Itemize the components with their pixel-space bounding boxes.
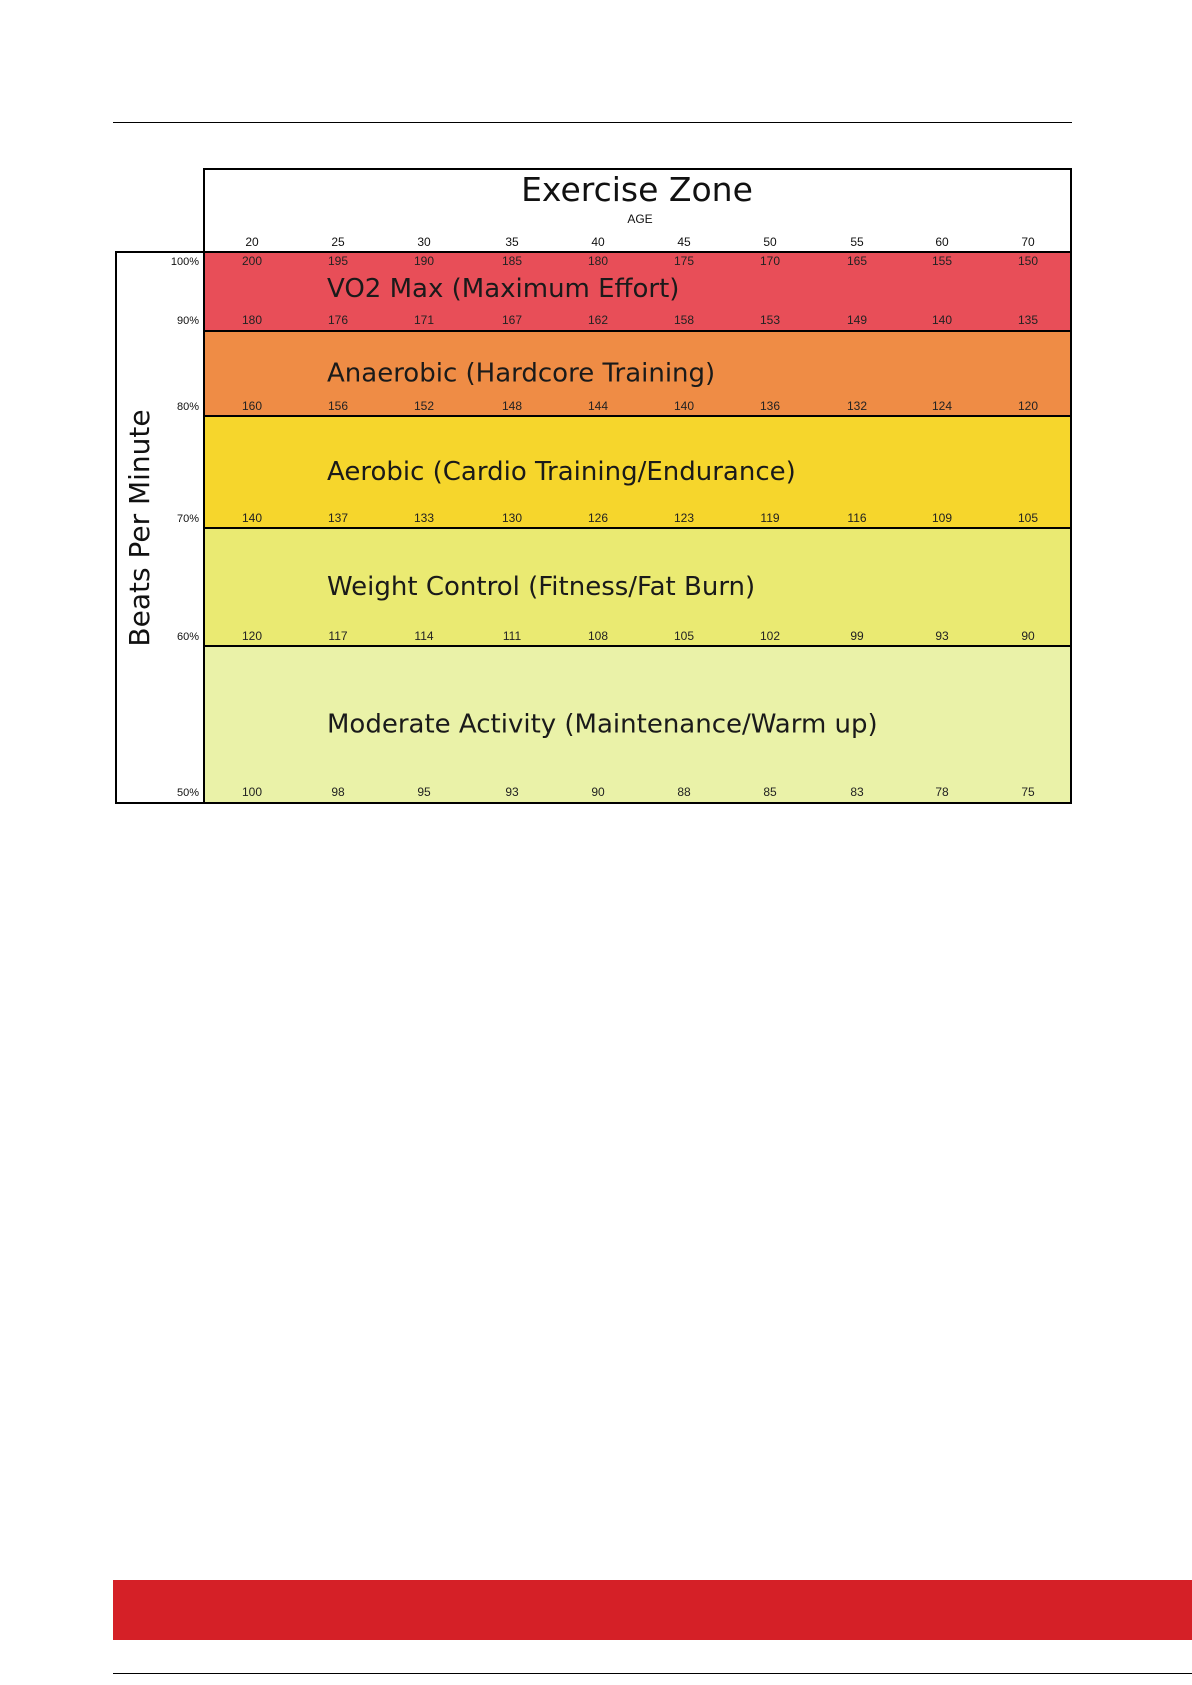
age-tick: 45 <box>677 235 691 249</box>
age-tick: 55 <box>850 235 864 249</box>
bpm-value: 167 <box>501 313 523 327</box>
bpm-value: 155 <box>931 254 953 268</box>
zone-label: Anaerobic (Hardcore Training) <box>327 358 716 389</box>
bpm-value: 162 <box>587 313 609 327</box>
bpm-value: 109 <box>931 511 953 525</box>
bpm-value: 124 <box>931 399 953 413</box>
bpm-value: 156 <box>327 399 349 413</box>
age-tick: 60 <box>935 235 949 249</box>
bpm-value: 140 <box>673 399 695 413</box>
zone-bands <box>204 252 1071 803</box>
bpm-value: 105 <box>1017 511 1039 525</box>
bpm-value: 175 <box>673 254 695 268</box>
bpm-value: 95 <box>417 785 431 799</box>
x-axis-label: AGE <box>627 212 653 226</box>
bpm-value: 170 <box>759 254 781 268</box>
exercise-zone-chart <box>0 0 1192 830</box>
bpm-value: 83 <box>850 785 864 799</box>
age-tick: 50 <box>763 235 777 249</box>
bpm-value: 78 <box>935 785 949 799</box>
percent-tick: 90% <box>176 315 199 327</box>
y-axis-label: Beats Per Minute <box>123 409 156 647</box>
bpm-value: 116 <box>847 511 867 525</box>
bpm-value: 160 <box>241 399 263 413</box>
bpm-value: 120 <box>1017 399 1039 413</box>
bpm-value: 176 <box>327 313 349 327</box>
bpm-value: 119 <box>760 511 780 525</box>
bpm-value: 102 <box>759 629 781 643</box>
bpm-value: 90 <box>591 785 605 799</box>
age-tick: 30 <box>417 235 431 249</box>
bpm-value: 111 <box>502 629 522 643</box>
bpm-value: 153 <box>759 313 781 327</box>
bottom-rule <box>113 1673 1192 1674</box>
bpm-value: 148 <box>501 399 523 413</box>
bpm-value: 149 <box>846 313 868 327</box>
bpm-value: 123 <box>673 511 695 525</box>
bpm-value: 135 <box>1017 313 1039 327</box>
bpm-value: 120 <box>241 629 263 643</box>
bpm-value: 180 <box>587 254 609 268</box>
zone-label: VO2 Max (Maximum Effort) <box>327 274 680 304</box>
bpm-value: 137 <box>327 511 349 525</box>
age-tick: 25 <box>331 235 345 249</box>
chart-title: Exercise Zone <box>521 170 753 209</box>
bpm-value: 171 <box>413 313 435 327</box>
percent-tick: 70% <box>176 513 199 525</box>
zone-label: Moderate Activity (Maintenance/Warm up) <box>327 709 878 740</box>
percent-tick: 50% <box>176 787 199 799</box>
age-tick: 40 <box>591 235 605 249</box>
bpm-value: 200 <box>241 254 263 268</box>
percent-tick: 100% <box>170 256 199 268</box>
bpm-value: 90 <box>1021 629 1035 643</box>
bpm-value: 98 <box>331 785 345 799</box>
bpm-value: 180 <box>241 313 263 327</box>
bpm-value: 132 <box>846 399 868 413</box>
bpm-value: 93 <box>505 785 519 799</box>
percent-tick: 60% <box>176 631 199 643</box>
bpm-value: 99 <box>850 629 864 643</box>
age-tick: 20 <box>245 235 259 249</box>
bpm-value: 152 <box>413 399 435 413</box>
bpm-value: 144 <box>587 399 609 413</box>
bpm-value: 195 <box>327 254 349 268</box>
percent-tick: 80% <box>176 401 199 413</box>
bpm-value: 136 <box>759 399 781 413</box>
bpm-value: 114 <box>414 629 434 643</box>
bpm-value: 93 <box>935 629 949 643</box>
bpm-value: 117 <box>328 629 348 643</box>
bpm-value: 185 <box>501 254 523 268</box>
bpm-value: 133 <box>413 511 435 525</box>
bpm-value: 100 <box>241 785 263 799</box>
bpm-value: 105 <box>673 629 695 643</box>
bpm-value: 85 <box>763 785 777 799</box>
bpm-value: 88 <box>677 785 691 799</box>
bpm-value: 140 <box>931 313 953 327</box>
footer-bar <box>113 1580 1192 1640</box>
bpm-value: 165 <box>846 254 868 268</box>
zone-label: Weight Control (Fitness/Fat Burn) <box>327 572 756 602</box>
bpm-value: 126 <box>587 511 609 525</box>
bpm-value: 75 <box>1021 785 1035 799</box>
zone-label: Aerobic (Cardio Training/Endurance) <box>327 457 796 487</box>
age-tick: 35 <box>505 235 519 249</box>
age-tick: 70 <box>1021 235 1035 249</box>
bpm-value: 190 <box>413 254 435 268</box>
bpm-value: 150 <box>1017 254 1039 268</box>
bpm-value: 140 <box>241 511 263 525</box>
bpm-value: 130 <box>501 511 523 525</box>
bpm-value: 108 <box>587 629 609 643</box>
bpm-value: 158 <box>673 313 695 327</box>
